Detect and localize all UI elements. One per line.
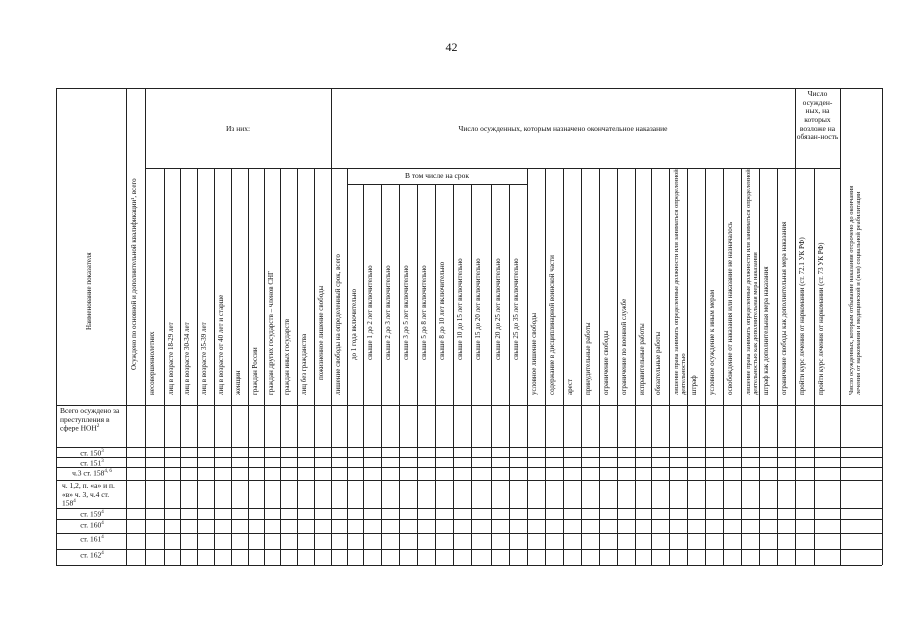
column-rule (741, 168, 742, 565)
column-header-term: свыше 15 до 20 лет включительно (474, 258, 482, 360)
column-header-of-them: несовершеннолетних (148, 331, 156, 395)
column-rule (231, 168, 232, 565)
column-header-punishment: обязательные работы (654, 331, 662, 395)
column-rule (214, 168, 215, 565)
column-header-of-them: женщин (234, 370, 242, 395)
column-rule (417, 184, 418, 565)
column-header-punishment: ограничение свободы как дополнительная мера наказания (780, 221, 788, 395)
in-term-header: В том числе на срок (404, 171, 470, 180)
footnote-marker: 2 (96, 424, 100, 430)
column-header-punishment: исправительные работы (638, 323, 646, 395)
column-rule (381, 184, 382, 565)
column-header-of-them: лиц без гражданства (300, 333, 308, 395)
table-right-border (882, 88, 883, 565)
total-column-header: Осуждено по основной и дополнительной квалификации¹, всего (130, 178, 138, 370)
column-rule (126, 88, 127, 565)
column-header-punishment: содержание в дисциплинарной воинской части (548, 255, 556, 395)
column-header-of-them: лиц в возрасте 18-29 лет (167, 322, 175, 395)
column-rule (164, 168, 165, 565)
column-rule (651, 168, 652, 565)
page-number: 42 (445, 40, 458, 54)
column-header-of-them: граждан России (251, 347, 259, 395)
row-label: ст. $160^4$ (80, 520, 104, 530)
column-rule (180, 168, 181, 565)
row-label: ст. $159^4$ (80, 509, 104, 519)
column-rule (471, 184, 472, 565)
footnote-marker: 4, 6 (104, 469, 112, 474)
column-header-term: свыше 10 до 15 лет включительно (456, 258, 464, 360)
column-header-punishment: пройти курс лечения от наркомании (ст. 73 УК РФ) (817, 242, 825, 395)
column-header-of-them: граждан других государств – членов СНГ (267, 270, 275, 395)
of-them-header: Из них: (225, 124, 251, 133)
column-header-term: свыше 2 до 3 лет включительно (384, 265, 392, 360)
column-rule (814, 168, 815, 565)
column-header-term: свыше 8 до 10 лет включительно (438, 261, 446, 360)
row-label: ч. 1,2, п. «а» и п. «в» ч. 3, ч.4 ст. $158^4$ (62, 481, 115, 508)
name-column-header: Наименование показателя (85, 252, 93, 330)
column-rule (331, 88, 332, 565)
column-rule (435, 184, 436, 565)
column-header-punishment: условное лишение свободы (530, 312, 538, 395)
column-header-term: свыше 20 до 25 лет включительно (494, 258, 502, 360)
column-rule (527, 168, 528, 565)
in-term-rule (347, 184, 527, 185)
column-rule (399, 184, 400, 565)
column-rule (581, 168, 582, 565)
column-rule (635, 168, 636, 565)
column-header-punishment: условное осуждение к иным мерам (708, 289, 716, 395)
column-rule (264, 168, 265, 565)
column-rule (491, 184, 492, 565)
column-rule (297, 168, 298, 565)
column-rule (705, 168, 706, 565)
footnote-marker: 3 (101, 449, 104, 454)
column-header-term: свыше 1 до 2 лет включительно (366, 265, 374, 360)
column-rule (453, 184, 454, 565)
column-header-punishment: штраф (690, 375, 698, 395)
final-punishment-header: Число осужденных, которым назначено окончательное наказание (458, 124, 668, 133)
table-top-border (56, 88, 882, 89)
column-header-punishment: арест (566, 378, 574, 395)
column-header-punishment: освобождение от наказания или наказание не назначалось (726, 221, 734, 395)
column-rule (509, 184, 510, 565)
row-label: Всего осуждено за преступления в сфере НОН$^2$ (60, 406, 120, 433)
of-them-rule (145, 168, 331, 169)
column-rule (723, 168, 724, 565)
row-label: ст. $151^3$ (80, 458, 104, 468)
column-rule (145, 88, 146, 565)
column-header-punishment: ограничение свободы (602, 330, 610, 395)
column-rule (280, 168, 281, 565)
column-rule (363, 184, 364, 565)
column-rule (840, 88, 841, 565)
obligation-header: Число осужден-ных, на которых возложе на обязан-ность (796, 89, 839, 142)
column-header-punishment: Число осужденных, которым отбывание наказания отсрочено до окончания лечения от наркомании и медицинской и (или) социальной реабилитации (848, 185, 863, 395)
footnote-marker: 4 (101, 551, 104, 556)
column-rule (599, 168, 600, 565)
column-rule (248, 168, 249, 565)
column-rule (795, 88, 796, 565)
column-header-term: свыше 5 до 8 лет включительно (420, 265, 428, 360)
footnote-marker: 4 (101, 510, 104, 515)
row-label: ст. $162^4$ (80, 550, 104, 560)
footnote-marker: 3 (101, 459, 104, 464)
row-label: ч.3 ст. 158$^{4, 6}$ (72, 468, 112, 478)
column-header-term: свыше 25 до 35 лет включительно (512, 258, 520, 360)
row-label: ст. $150^3$ (80, 448, 104, 458)
column-header-life-imprisonment: пожизненное лишение свободы (317, 285, 325, 380)
footnote-marker: 4 (101, 535, 104, 540)
column-rule (777, 168, 778, 565)
column-header-of-them: лиц в возрасте 30-34 лет (183, 322, 191, 395)
column-rule (197, 168, 198, 565)
column-header-term: свыше 3 до 5 лет включительно (402, 265, 410, 360)
column-header-punishment: лишение права занимать определенные должности или заниматься определенной деятельностью (673, 169, 688, 395)
column-rule (563, 168, 564, 565)
column-header-punishment: принудительные работы (584, 322, 592, 395)
column-header-of-them: граждан иных государств (283, 318, 291, 395)
column-header-of-them: лиц в возрасте 35-39 лет (200, 322, 208, 395)
table-left-border (56, 88, 57, 565)
column-header-punishment: штраф как дополнительная мера наказания (762, 266, 770, 395)
column-header-punishment: пройти курс лечения от наркомании (ст. 72.1 УК РФ) (798, 237, 806, 395)
column-rule (669, 168, 670, 565)
column-header-punishment: лишение права занимать определенные должности или заниматься определенной деятельностью как дополнительная мера наказания (745, 169, 760, 395)
column-header-of-them: лиц в возрасте от 40 лет и старше (217, 294, 225, 395)
footnote-marker: 4 (101, 521, 104, 526)
column-rule (545, 168, 546, 565)
table-bottom-border (56, 565, 882, 566)
row-label: ст. $161^4$ (80, 534, 104, 544)
column-header-imprisonment-total: лишение свободы на определенный срок, всего (334, 254, 342, 395)
column-rule (347, 168, 348, 565)
column-header-term: до 1 года включительно (350, 288, 358, 360)
footnote-marker: 4 (73, 499, 76, 505)
obligation-rule (795, 168, 840, 169)
column-rule (314, 168, 315, 565)
column-rule (617, 168, 618, 565)
column-header-punishment: ограничение по военной службе (620, 298, 628, 395)
